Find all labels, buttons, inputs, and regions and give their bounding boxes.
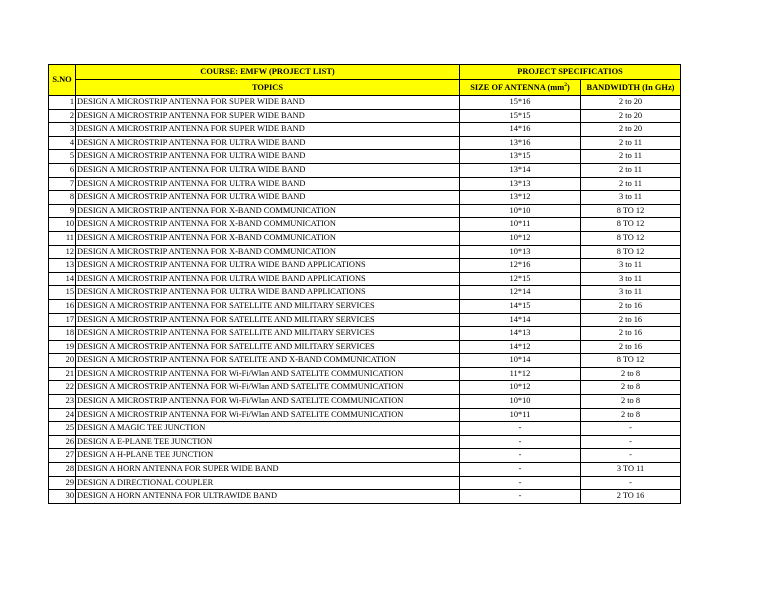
bandwidth-cell: 8 TO 12 (581, 218, 681, 232)
sno-cell: 14 (49, 272, 76, 286)
table-row (49, 272, 681, 286)
table-row (49, 449, 681, 463)
sno-cell: 2 (49, 109, 76, 123)
header-row-1 (49, 65, 681, 80)
project-table (48, 64, 681, 504)
sno-cell: 13 (49, 259, 76, 273)
sno-cell: 1 (49, 96, 76, 110)
table-row (49, 136, 681, 150)
bandwidth-cell: 2 to 16 (581, 340, 681, 354)
topic-cell: DESIGN A MICROSTRIP ANTENNA FOR SATELLITE AND MILITARY SERVICES (76, 299, 460, 313)
bandwidth-cell: - (581, 435, 681, 449)
bandwidth-cell: - (581, 476, 681, 490)
size-cell: - (460, 490, 581, 504)
sno-cell: 12 (49, 245, 76, 259)
table-row (49, 476, 681, 490)
sno-cell: 24 (49, 408, 76, 422)
topic-cell: DESIGN A MICROSTRIP ANTENNA FOR ULTRA WIDE BAND (76, 191, 460, 205)
table-row (49, 490, 681, 504)
size-cell: 15*16 (460, 96, 581, 110)
size-cell: 10*12 (460, 231, 581, 245)
sno-cell: 3 (49, 123, 76, 137)
table-row (49, 204, 681, 218)
bandwidth-cell: 2 to 11 (581, 136, 681, 150)
bandwidth-cell: 3 to 11 (581, 191, 681, 205)
project-table-body (49, 65, 681, 504)
sno-cell: 21 (49, 367, 76, 381)
sno-cell: 18 (49, 327, 76, 341)
table-row (49, 381, 681, 395)
sno-cell: 22 (49, 381, 76, 395)
sno-cell: 6 (49, 163, 76, 177)
size-cell: 12*14 (460, 286, 581, 300)
size-cell: 10*11 (460, 408, 581, 422)
size-cell: 13*13 (460, 177, 581, 191)
sno-cell: 20 (49, 354, 76, 368)
topic-cell: DESIGN A MICROSTRIP ANTENNA FOR SATELLITE AND MILITARY SERVICES (76, 313, 460, 327)
size-header-sup: 2 (564, 82, 567, 89)
sno-cell: 26 (49, 435, 76, 449)
topic-cell: DESIGN A MICROSTRIP ANTENNA FOR X-BAND COMMUNICATION (76, 231, 460, 245)
topic-cell: DESIGN A MICROSTRIP ANTENNA FOR X-BAND COMMUNICATION (76, 245, 460, 259)
sno-cell: 23 (49, 395, 76, 409)
topic-cell: DESIGN A MICROSTRIP ANTENNA FOR Wi-Fi/Wlan AND SATELITE COMMUNICATION (76, 408, 460, 422)
bandwidth-cell: - (581, 422, 681, 436)
size-cell: - (460, 476, 581, 490)
topic-cell: DESIGN A MICROSTRIP ANTENNA FOR ULTRA WIDE BAND (76, 177, 460, 191)
table-row (49, 286, 681, 300)
table-row (49, 327, 681, 341)
size-cell: 10*10 (460, 204, 581, 218)
table-row (49, 395, 681, 409)
bandwidth-cell: 2 TO 16 (581, 490, 681, 504)
size-cell: 14*14 (460, 313, 581, 327)
topic-cell: DESIGN A MICROSTRIP ANTENNA FOR ULTRA WIDE BAND APPLICATIONS (76, 286, 460, 300)
sno-cell: 8 (49, 191, 76, 205)
size-cell: 13*14 (460, 163, 581, 177)
table-row (49, 340, 681, 354)
sno-cell: 28 (49, 463, 76, 477)
size-cell: 13*15 (460, 150, 581, 164)
table-row (49, 245, 681, 259)
sno-cell: 9 (49, 204, 76, 218)
sno-cell: 17 (49, 313, 76, 327)
bandwidth-header: BANDWIDTH (In GHz) (581, 80, 681, 96)
sno-cell: 5 (49, 150, 76, 164)
size-cell: 14*16 (460, 123, 581, 137)
table-row (49, 109, 681, 123)
sno-header: S.NO (49, 65, 76, 96)
topic-cell: DESIGN A DIRECTIONAL COUPLER (76, 476, 460, 490)
bandwidth-cell: - (581, 449, 681, 463)
table-row (49, 422, 681, 436)
bandwidth-cell: 2 to 8 (581, 395, 681, 409)
size-header-close: ) (566, 83, 570, 92)
topic-cell: DESIGN A MICROSTRIP ANTENNA FOR SATELLITE AND MILITARY SERVICES (76, 340, 460, 354)
size-header (460, 80, 581, 96)
topic-cell: DESIGN A MICROSTRIP ANTENNA FOR ULTRA WIDE BAND APPLICATIONS (76, 259, 460, 273)
size-header-text: SIZE OF ANTENNA (mm (470, 83, 565, 92)
bandwidth-cell: 2 to 11 (581, 177, 681, 191)
header-row-2 (49, 80, 681, 96)
topics-header: TOPICS (76, 80, 460, 96)
topic-cell: DESIGN A MICROSTRIP ANTENNA FOR SUPER WIDE BAND (76, 96, 460, 110)
size-cell: 11*12 (460, 367, 581, 381)
topic-cell: DESIGN A HORN ANTENNA FOR SUPER WIDE BAND (76, 463, 460, 477)
table-row (49, 299, 681, 313)
bandwidth-cell: 3 to 11 (581, 272, 681, 286)
topic-cell: DESIGN A H-PLANE TEE JUNCTION (76, 449, 460, 463)
topic-cell: DESIGN A HORN ANTENNA FOR ULTRAWIDE BAND (76, 490, 460, 504)
size-cell: 10*13 (460, 245, 581, 259)
topic-cell: DESIGN A MICROSTRIP ANTENNA FOR X-BAND COMMUNICATION (76, 204, 460, 218)
bandwidth-cell: 2 to 16 (581, 327, 681, 341)
topic-cell: DESIGN A MICROSTRIP ANTENNA FOR X-BAND COMMUNICATION (76, 218, 460, 232)
topic-cell: DESIGN A MICROSTRIP ANTENNA FOR ULTRA WIDE BAND (76, 136, 460, 150)
size-cell: - (460, 449, 581, 463)
table-row (49, 177, 681, 191)
bandwidth-cell: 2 to 8 (581, 381, 681, 395)
table-row (49, 354, 681, 368)
topic-cell: DESIGN A MICROSTRIP ANTENNA FOR SATELITE AND X-BAND COMMUNICATION (76, 354, 460, 368)
size-cell: 15*15 (460, 109, 581, 123)
sno-cell: 27 (49, 449, 76, 463)
sno-cell: 30 (49, 490, 76, 504)
table-row (49, 163, 681, 177)
course-title: COURSE: EMFW (PROJECT LIST) (76, 65, 460, 80)
size-cell: - (460, 422, 581, 436)
table-row (49, 367, 681, 381)
topic-cell: DESIGN A MICROSTRIP ANTENNA FOR Wi-Fi/Wlan AND SATELITE COMMUNICATION (76, 367, 460, 381)
size-cell: - (460, 435, 581, 449)
bandwidth-cell: 2 to 20 (581, 123, 681, 137)
table-row (49, 463, 681, 477)
size-cell: 10*14 (460, 354, 581, 368)
sno-cell: 25 (49, 422, 76, 436)
topic-cell: DESIGN A MICROSTRIP ANTENNA FOR ULTRA WIDE BAND (76, 163, 460, 177)
sno-cell: 15 (49, 286, 76, 300)
size-cell: 12*15 (460, 272, 581, 286)
size-cell: 14*13 (460, 327, 581, 341)
topic-cell: DESIGN A MICROSTRIP ANTENNA FOR Wi-Fi/Wlan AND SATELITE COMMUNICATION (76, 395, 460, 409)
size-cell: - (460, 463, 581, 477)
topic-cell: DESIGN A MICROSTRIP ANTENNA FOR ULTRA WIDE BAND APPLICATIONS (76, 272, 460, 286)
bandwidth-cell: 2 to 16 (581, 299, 681, 313)
size-cell: 10*10 (460, 395, 581, 409)
bandwidth-cell: 8 TO 12 (581, 245, 681, 259)
table-row (49, 150, 681, 164)
bandwidth-cell: 2 to 8 (581, 408, 681, 422)
size-cell: 12*16 (460, 259, 581, 273)
table-row (49, 96, 681, 110)
table-row (49, 408, 681, 422)
bandwidth-cell: 3 to 11 (581, 286, 681, 300)
size-cell: 10*12 (460, 381, 581, 395)
project-list-sheet (48, 64, 681, 504)
bandwidth-cell: 8 TO 12 (581, 354, 681, 368)
project-specs-header: PROJECT SPECIFICATIOS (460, 65, 681, 80)
bandwidth-cell: 2 to 11 (581, 163, 681, 177)
sno-cell: 7 (49, 177, 76, 191)
sno-cell: 10 (49, 218, 76, 232)
size-cell: 14*12 (460, 340, 581, 354)
sno-cell: 16 (49, 299, 76, 313)
bandwidth-cell: 2 to 16 (581, 313, 681, 327)
topic-cell: DESIGN A E-PLANE TEE JUNCTION (76, 435, 460, 449)
table-row (49, 313, 681, 327)
size-cell: 13*12 (460, 191, 581, 205)
sno-cell: 11 (49, 231, 76, 245)
bandwidth-cell: 8 TO 12 (581, 231, 681, 245)
size-cell: 10*11 (460, 218, 581, 232)
size-cell: 14*15 (460, 299, 581, 313)
table-row (49, 123, 681, 137)
size-cell: 13*16 (460, 136, 581, 150)
topic-cell: DESIGN A MICROSTRIP ANTENNA FOR SATELLITE AND MILITARY SERVICES (76, 327, 460, 341)
table-row (49, 191, 681, 205)
topic-cell: DESIGN A MICROSTRIP ANTENNA FOR Wi-Fi/Wlan AND SATELITE COMMUNICATION (76, 381, 460, 395)
bandwidth-cell: 2 to 11 (581, 150, 681, 164)
sno-cell: 19 (49, 340, 76, 354)
table-row (49, 435, 681, 449)
bandwidth-cell: 2 to 20 (581, 96, 681, 110)
bandwidth-cell: 3 TO 11 (581, 463, 681, 477)
bandwidth-cell: 8 TO 12 (581, 204, 681, 218)
topic-cell: DESIGN A MICROSTRIP ANTENNA FOR SUPER WIDE BAND (76, 123, 460, 137)
bandwidth-cell: 3 to 11 (581, 259, 681, 273)
bandwidth-cell: 2 to 20 (581, 109, 681, 123)
table-row (49, 231, 681, 245)
sno-cell: 29 (49, 476, 76, 490)
sno-cell: 4 (49, 136, 76, 150)
topic-cell: DESIGN A MICROSTRIP ANTENNA FOR ULTRA WIDE BAND (76, 150, 460, 164)
table-row (49, 259, 681, 273)
table-row (49, 218, 681, 232)
topic-cell: DESIGN A MICROSTRIP ANTENNA FOR SUPER WIDE BAND (76, 109, 460, 123)
bandwidth-cell: 2 to 8 (581, 367, 681, 381)
topic-cell: DESIGN A MAGIC TEE JUNCTION (76, 422, 460, 436)
